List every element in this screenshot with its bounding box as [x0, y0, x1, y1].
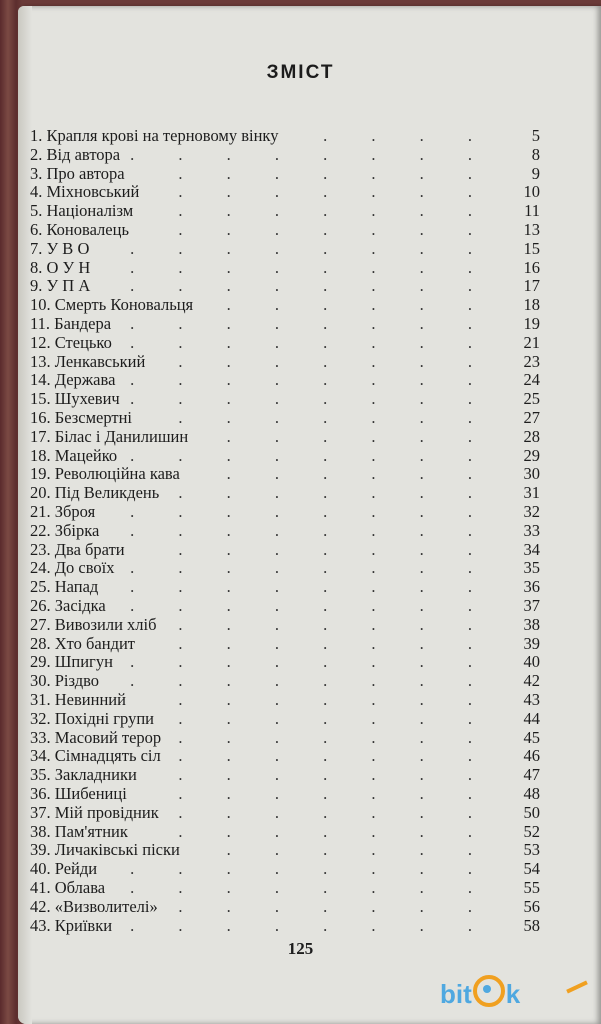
toc-entry: [30, 840, 540, 860]
toc-entry-page: 52: [523, 821, 540, 841]
toc-entry: [30, 483, 540, 503]
toc-entry: [30, 634, 540, 654]
toc-entry-leader-dots: . . . . . . . .: [130, 144, 492, 164]
toc-entry-leader-dots: . . . . . . .: [178, 220, 492, 239]
toc-entry-leader-dots: . . . . . .: [226, 464, 492, 484]
toc-entry-leader-dots: . . . . . . . .: [130, 314, 492, 333]
toc-entry-page: 37: [523, 596, 540, 615]
toc-entry-page: 17: [523, 276, 540, 296]
toc-entry-leader-dots: . . . . . . .: [178, 539, 492, 559]
toc-entry-label: 23. Два брати: [30, 539, 125, 559]
toc-entry: [30, 746, 540, 766]
toc-entry-label: 31. Невинний: [30, 690, 126, 709]
toc-entry: [30, 427, 540, 447]
toc-entry-label: 4. Міхновський: [30, 182, 140, 202]
toc-entry-label: 24. До своїх: [30, 558, 115, 578]
toc-entry-leader-dots: . . . . . . .: [178, 802, 492, 822]
toc-entry-leader-dots: . . . . . . .: [178, 614, 492, 634]
toc-entry: [30, 803, 540, 823]
toc-entry: [30, 182, 540, 202]
toc-entry-page: 34: [523, 539, 540, 559]
toc-entry-leader-dots: . . . . . . .: [178, 784, 492, 803]
toc-entry-page: 55: [523, 878, 540, 897]
toc-entry-label: 10. Смерть Коновальця: [30, 295, 194, 315]
toc-entry-page: 18: [523, 295, 540, 315]
toc-entry-page: 38: [523, 614, 540, 634]
toc-entry-label: 39. Личаківські піски: [30, 840, 180, 860]
watermark-text: bit: [440, 979, 472, 1009]
toc-entry-leader-dots: . . . . . . .: [178, 201, 492, 221]
toc-entry: [30, 784, 540, 804]
toc-entry-leader-dots: . . . . . . .: [178, 765, 492, 785]
toc-entry-label: 28. Хто бандит: [30, 633, 136, 653]
toc-entry-page: 33: [523, 520, 540, 540]
toc-entry-label: 13. Ленкавський: [30, 351, 146, 371]
toc-entry-label: 2. Від автора: [30, 144, 121, 164]
toc-entry-leader-dots: . . . . . . . .: [130, 558, 492, 578]
toc-entry-label: 29. Шпигун: [30, 652, 113, 672]
toc-entry-leader-dots: . . . . . . .: [178, 483, 492, 503]
toc-entry-page: 58: [523, 915, 540, 935]
toc-entry-leader-dots: . . . . . . . .: [130, 859, 492, 879]
toc-entry-label: 41. Облава: [30, 878, 106, 897]
toc-entry: [30, 164, 540, 184]
toc-entry-leader-dots: . . . . . .: [226, 840, 492, 860]
toc-entry: [30, 126, 540, 146]
toc-entry-label: 33. Масовий терор: [30, 727, 162, 747]
toc-entry-leader-dots: . . . . . . .: [178, 708, 492, 728]
toc-entry-label: 43. Криївки: [30, 915, 113, 935]
toc-entry: [30, 709, 540, 729]
toc-entry-page: 8: [531, 144, 540, 164]
toc-entry: [30, 333, 540, 353]
toc-entry-leader-dots: . . . . . . . .: [130, 445, 492, 465]
toc-entry-leader-dots: . . . . . . . .: [130, 370, 492, 390]
toc-entry-page: 28: [523, 426, 540, 446]
toc-entry-leader-dots: . . . .: [323, 126, 492, 145]
toc-entry-leader-dots: . . . . . . . .: [130, 238, 492, 258]
toc-entry-label: 3. Про автора: [30, 163, 125, 183]
logo-circle-icon: [473, 975, 505, 1007]
toc-entry-page: 11: [524, 201, 540, 221]
toc-entry: [30, 389, 540, 409]
toc-entry: [30, 446, 540, 466]
toc-entry-label: 1. Крапля крові на терновому вінку: [30, 126, 279, 145]
toc-entry-leader-dots: . . . . . . . .: [130, 596, 492, 615]
toc-entry-leader-dots: . . . . . . .: [178, 746, 492, 766]
toc-entry: [30, 765, 540, 785]
toc-entry-page: 56: [523, 896, 540, 916]
toc-entry-label: 34. Сімнадцять сіл: [30, 746, 161, 766]
toc-entry: [30, 615, 540, 635]
toc-entry: [30, 577, 540, 597]
toc-entry: [30, 822, 540, 842]
toc-entry-page: 39: [523, 633, 540, 653]
toc-entry-label: 40. Рейди: [30, 859, 98, 879]
toc-entry-label: 22. Збірка: [30, 520, 100, 540]
toc-entry: [30, 728, 540, 748]
toc-entry-leader-dots: . . . . . . .: [178, 351, 492, 371]
toc-entry-leader-dots: . . . . . . .: [178, 408, 492, 427]
toc-entry-leader-dots: . . . . . . .: [178, 896, 492, 916]
toc-entry-page: 43: [523, 690, 540, 709]
toc-entry: [30, 408, 540, 428]
toc-entry-label: 36. Шибениці: [30, 784, 127, 803]
toc-entry-leader-dots: . . . . . . .: [178, 163, 492, 183]
toc-entry: [30, 276, 540, 296]
toc-entry-label: 38. Пам'ятник: [30, 821, 128, 841]
toc-entry-label: 6. Коновалець: [30, 220, 129, 239]
toc-entry: [30, 596, 540, 616]
toc-entry-label: 11. Бандера: [30, 314, 112, 333]
toc-entry-leader-dots: . . . . . . . .: [130, 389, 492, 409]
toc-entry-page: 13: [523, 220, 540, 239]
toc-entry: [30, 878, 540, 898]
toc-entry-leader-dots: . . . . . . . .: [130, 671, 492, 691]
toc-entry: [30, 671, 540, 691]
toc-entry-page: 31: [523, 483, 540, 503]
toc-entry-leader-dots: . . . . . .: [226, 426, 492, 446]
toc-entry-label: 21. Зброя: [30, 502, 96, 521]
toc-entry-page: 19: [523, 314, 540, 333]
toc-entry-leader-dots: . . . . . .: [226, 295, 492, 315]
toc-entry-label: 26. Засідка: [30, 596, 106, 615]
toc-entry: [30, 897, 540, 917]
toc-entry-leader-dots: . . . . . . . .: [130, 577, 492, 597]
toc-entry: [30, 239, 540, 259]
toc-entry: [30, 258, 540, 278]
toc-entry-page: 44: [523, 708, 540, 728]
toc-entry-leader-dots: . . . . . . .: [178, 633, 492, 653]
toc-entry-page: 40: [523, 652, 540, 672]
toc-entry-leader-dots: . . . . . . . .: [130, 502, 492, 521]
toc-entry: [30, 314, 540, 334]
toc-entry: [30, 352, 540, 372]
toc-entry-label: 19. Революційна кава: [30, 464, 180, 484]
toc-entry-page: 48: [523, 784, 540, 803]
toc-entry: [30, 540, 540, 560]
toc-entry-label: 15. Шухевич: [30, 389, 120, 409]
toc-entry-leader-dots: . . . . . . . .: [130, 520, 492, 540]
toc-entry-page: 5: [531, 126, 540, 145]
toc-entry-leader-dots: . . . . . . . .: [130, 276, 492, 296]
toc-entry-page: 25: [523, 389, 540, 409]
toc-entry-leader-dots: . . . . . . .: [178, 182, 492, 202]
toc-entry: [30, 295, 540, 315]
toc-entry-leader-dots: . . . . . . . .: [130, 915, 492, 935]
toc-entry-page: 32: [523, 502, 540, 521]
toc-entry-label: 35. Закладники: [30, 765, 137, 785]
toc-entry-page: 23: [523, 351, 540, 371]
toc-entry-page: 54: [523, 859, 540, 879]
toc-entry: [30, 201, 540, 221]
toc-entry-page: 16: [523, 257, 540, 277]
spark-icon: [566, 981, 588, 994]
toc-entry-page: 53: [523, 840, 540, 860]
toc-entry-label: 32. Похідні групи: [30, 708, 154, 728]
toc-entry-page: 24: [523, 370, 540, 390]
toc-entry-label: 27. Вивозили хліб: [30, 614, 157, 634]
toc-entry-page: 36: [523, 577, 540, 597]
toc-entry-page: 42: [523, 671, 540, 691]
toc-entry-page: 35: [523, 558, 540, 578]
toc-entry: [30, 916, 540, 936]
toc-entry-page: 21: [523, 332, 540, 352]
toc-entry: [30, 502, 540, 522]
toc-entry-label: 5. Націоналізм: [30, 201, 134, 221]
toc-entry-page: 30: [523, 464, 540, 484]
toc-entry-label: 18. Мацейко: [30, 445, 118, 465]
toc-entry: [30, 859, 540, 879]
watermark-tail: k: [505, 979, 521, 1009]
toc-entry-leader-dots: . . . . . . .: [178, 821, 492, 841]
toc-entry-label: 12. Стецько: [30, 332, 112, 352]
toc-entry-leader-dots: . . . . . . . .: [130, 878, 492, 897]
toc-entry: [30, 690, 540, 710]
toc-entry-label: 14. Держава: [30, 370, 116, 390]
toc-entry-label: 30. Різдво: [30, 671, 100, 691]
toc-entry: [30, 652, 540, 672]
toc-entry-page: 10: [523, 182, 540, 202]
toc-entry-page: 15: [523, 238, 540, 258]
toc-entry-label: 7. У В О: [30, 238, 90, 258]
toc-entry-page: 9: [531, 163, 540, 183]
toc-entry-leader-dots: . . . . . . . .: [130, 257, 492, 277]
toc-entry-label: 42. «Визволителі»: [30, 896, 158, 916]
toc-entry-label: 8. О У Н: [30, 257, 91, 277]
toc-entry-page: 47: [523, 765, 540, 785]
toc-entry-label: 25. Напад: [30, 577, 99, 597]
toc-entry-page: 27: [523, 408, 540, 427]
toc-entry-leader-dots: . . . . . . . .: [130, 652, 492, 672]
toc-entry: [30, 464, 540, 484]
toc-entry-label: 16. Безсмертні: [30, 408, 133, 427]
toc-entry-label: 17. Білас і Данилишин: [30, 426, 189, 446]
page-number: 125: [287, 939, 314, 958]
toc-entry: [30, 220, 540, 240]
toc-entry-leader-dots: . . . . . . . .: [130, 332, 492, 352]
toc-entry-label: 20. Під Великдень: [30, 483, 160, 503]
toc-entry-label: 9. У П А: [30, 276, 91, 296]
watermark-logo: [440, 975, 590, 1015]
toc-entry-page: 46: [523, 746, 540, 766]
toc-entry-leader-dots: . . . . . . .: [178, 727, 492, 747]
toc-entry: [30, 521, 540, 541]
toc-entry-label: 37. Мій провідник: [30, 802, 159, 822]
toc-entry: [30, 145, 540, 165]
toc-entry-page: 50: [523, 802, 540, 822]
toc-entry-page: 45: [523, 727, 540, 747]
toc-entry: [30, 558, 540, 578]
page-title: ЗМІСТ: [266, 62, 335, 83]
toc-entry-page: 29: [523, 445, 540, 465]
toc-entry: [30, 370, 540, 390]
toc-entry-leader-dots: . . . . . . .: [178, 690, 492, 709]
